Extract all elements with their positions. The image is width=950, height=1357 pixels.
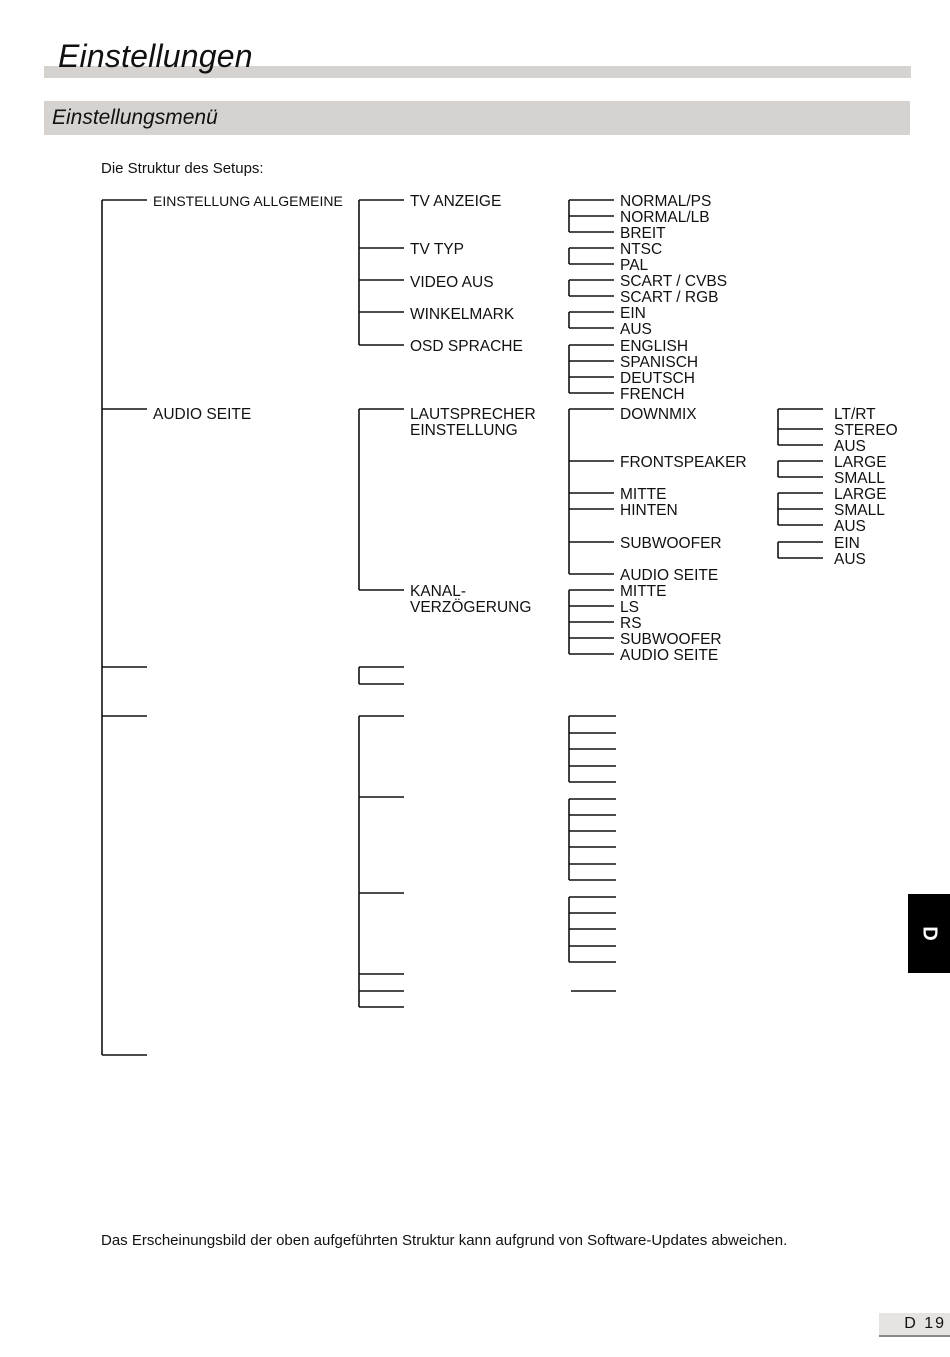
l1-item-audio-seite: AUDIO SEITE: [153, 406, 252, 423]
section-subtitle: Einstellungsmenü: [52, 106, 218, 129]
level4-lines: [778, 409, 823, 558]
l2-einstellung: EINSTELLUNG: [410, 422, 518, 439]
opt-scart-rgb: SCART / RGB: [620, 289, 719, 306]
level3-allg-lines: [569, 200, 614, 393]
dm-aus: AUS: [834, 438, 866, 455]
opt-breit: BREIT: [620, 225, 666, 242]
l2-lautsprecher: LAUTSPRECHER: [410, 406, 536, 423]
opt-normal-lb: NORMAL/LB: [620, 209, 710, 226]
sub-ein: EIN: [834, 535, 860, 552]
mitte-large: LARGE: [834, 486, 887, 503]
footer-note: Das Erscheinungsbild der oben aufgeführten Struktur kann aufgrund von Software-Updates abweichen.: [101, 1232, 788, 1249]
l2-video-aus: VIDEO AUS: [410, 274, 494, 291]
ls-audio-seite: AUDIO SEITE: [620, 567, 719, 584]
page-title: Einstellungen: [58, 38, 253, 74]
opt-normal-ps: NORMAL/PS: [620, 193, 712, 210]
ls-hinten: HINTEN: [620, 502, 678, 519]
kanal-audio-seite: AUDIO SEITE: [620, 647, 719, 664]
l2-winkelmark: WINKELMARK: [410, 306, 515, 323]
opt-pal: PAL: [620, 257, 649, 274]
level2-audio-lines: [359, 409, 404, 590]
kanal-ls: LS: [620, 599, 639, 616]
front-small: SMALL: [834, 470, 885, 487]
kanal-rs: RS: [620, 615, 642, 632]
mitte-aus: AUS: [834, 518, 866, 535]
sub-aus: AUS: [834, 551, 866, 568]
opt-deutsch: DEUTSCH: [620, 370, 695, 387]
ls-downmix: DOWNMIX: [620, 406, 697, 423]
kanal-subwoofer: SUBWOOFER: [620, 631, 722, 648]
l1-item-einstellung-allgemeine: EINSTELLUNG ALLGEMEINE: [153, 193, 343, 209]
page-number: D 19: [879, 1313, 950, 1337]
opt-spanisch: SPANISCH: [620, 354, 699, 371]
opt-french: FRENCH: [620, 386, 685, 403]
opt-ntsc: NTSC: [620, 241, 663, 258]
level1-lines: [102, 200, 147, 1055]
ls-mitte: MITTE: [620, 486, 667, 503]
kanal-mitte: MITTE: [620, 583, 667, 600]
unlabeled-branches: [359, 667, 616, 1007]
ls-subwoofer: SUBWOOFER: [620, 535, 722, 552]
l2-tv-typ: TV TYP: [410, 241, 464, 258]
l2-verzoegerung: VERZÖGERUNG: [410, 599, 532, 616]
opt-ein: EIN: [620, 305, 646, 322]
opt-scart-cvbs: SCART / CVBS: [620, 273, 728, 290]
level3-kanal-lines: [569, 590, 614, 654]
ls-frontspeaker: FRONTSPEAKER: [620, 454, 747, 471]
side-tab-label: D: [918, 926, 941, 941]
level2-allg-lines: [359, 200, 404, 345]
intro-text: Die Struktur des Setups:: [101, 160, 264, 177]
l2-kanal: KANAL-: [410, 583, 466, 600]
language-side-tab: [908, 894, 950, 973]
mitte-small: SMALL: [834, 502, 885, 519]
opt-english: ENGLISH: [620, 338, 689, 355]
l2-tv-anzeige: TV ANZEIGE: [410, 193, 502, 210]
l2-osd-sprache: OSD SPRACHE: [410, 338, 523, 355]
dm-stereo: STEREO: [834, 422, 898, 439]
level3-ls-lines: [569, 409, 614, 574]
dm-ltrt: LT/RT: [834, 406, 876, 423]
opt-aus: AUS: [620, 321, 652, 338]
front-large: LARGE: [834, 454, 887, 471]
